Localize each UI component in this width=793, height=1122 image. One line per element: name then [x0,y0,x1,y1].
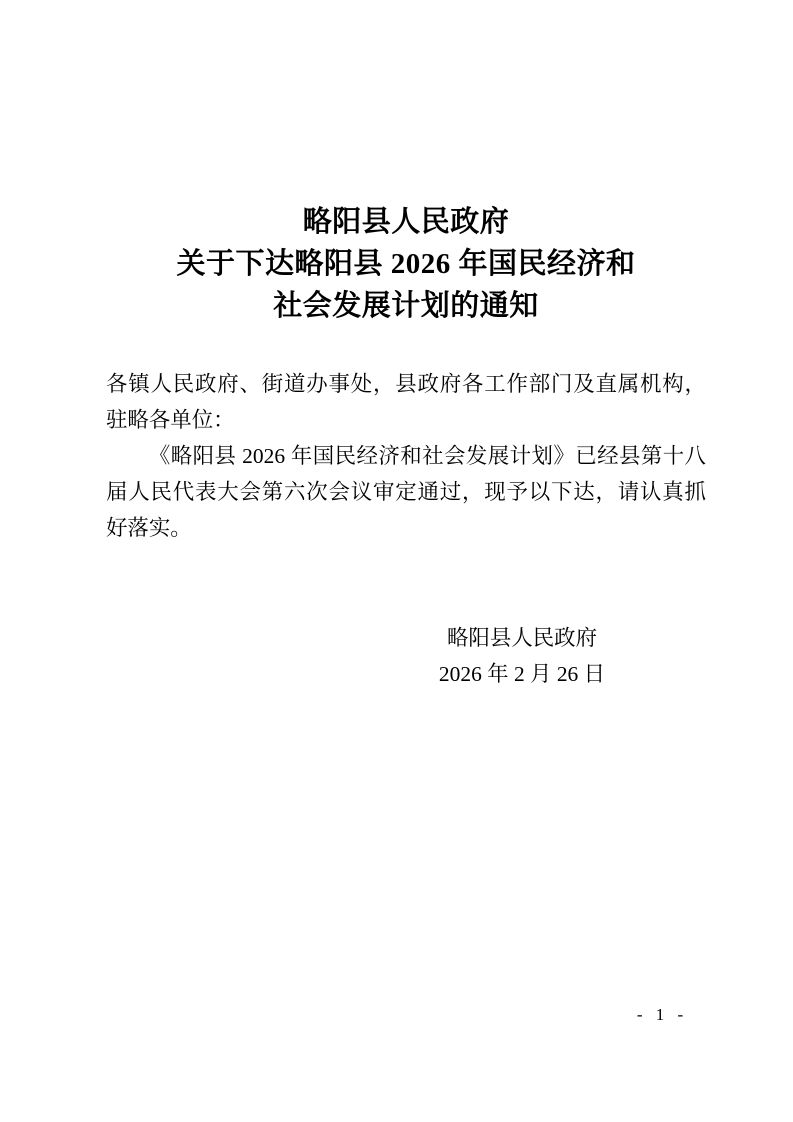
title-line-1: 略阳县人民政府 [302,206,510,238]
salutation: 各镇人民政府、街道办事处，县政府各工作部门及直属机构，驻略各单位： [106,372,706,432]
document-title [106,201,706,327]
page-number: - 1 - [636,1005,685,1024]
signature-block [338,620,706,692]
title-line-3: 社会发展计划的通知 [273,290,539,322]
body-paragraph: 《略阳县 2026 年国民经济和社会发展计划》已经县第十八届人民代表大会第六次会议审定通过，现予以下达，请认真抓好落实。 [106,444,706,540]
signature-signer: 略阳县人民政府 [446,626,598,650]
signature-date: 2026 年 2 月 26 日 [438,662,606,686]
title-line-2: 关于下达略阳县 2026 年国民经济和 [176,248,636,280]
document-body [106,366,706,546]
